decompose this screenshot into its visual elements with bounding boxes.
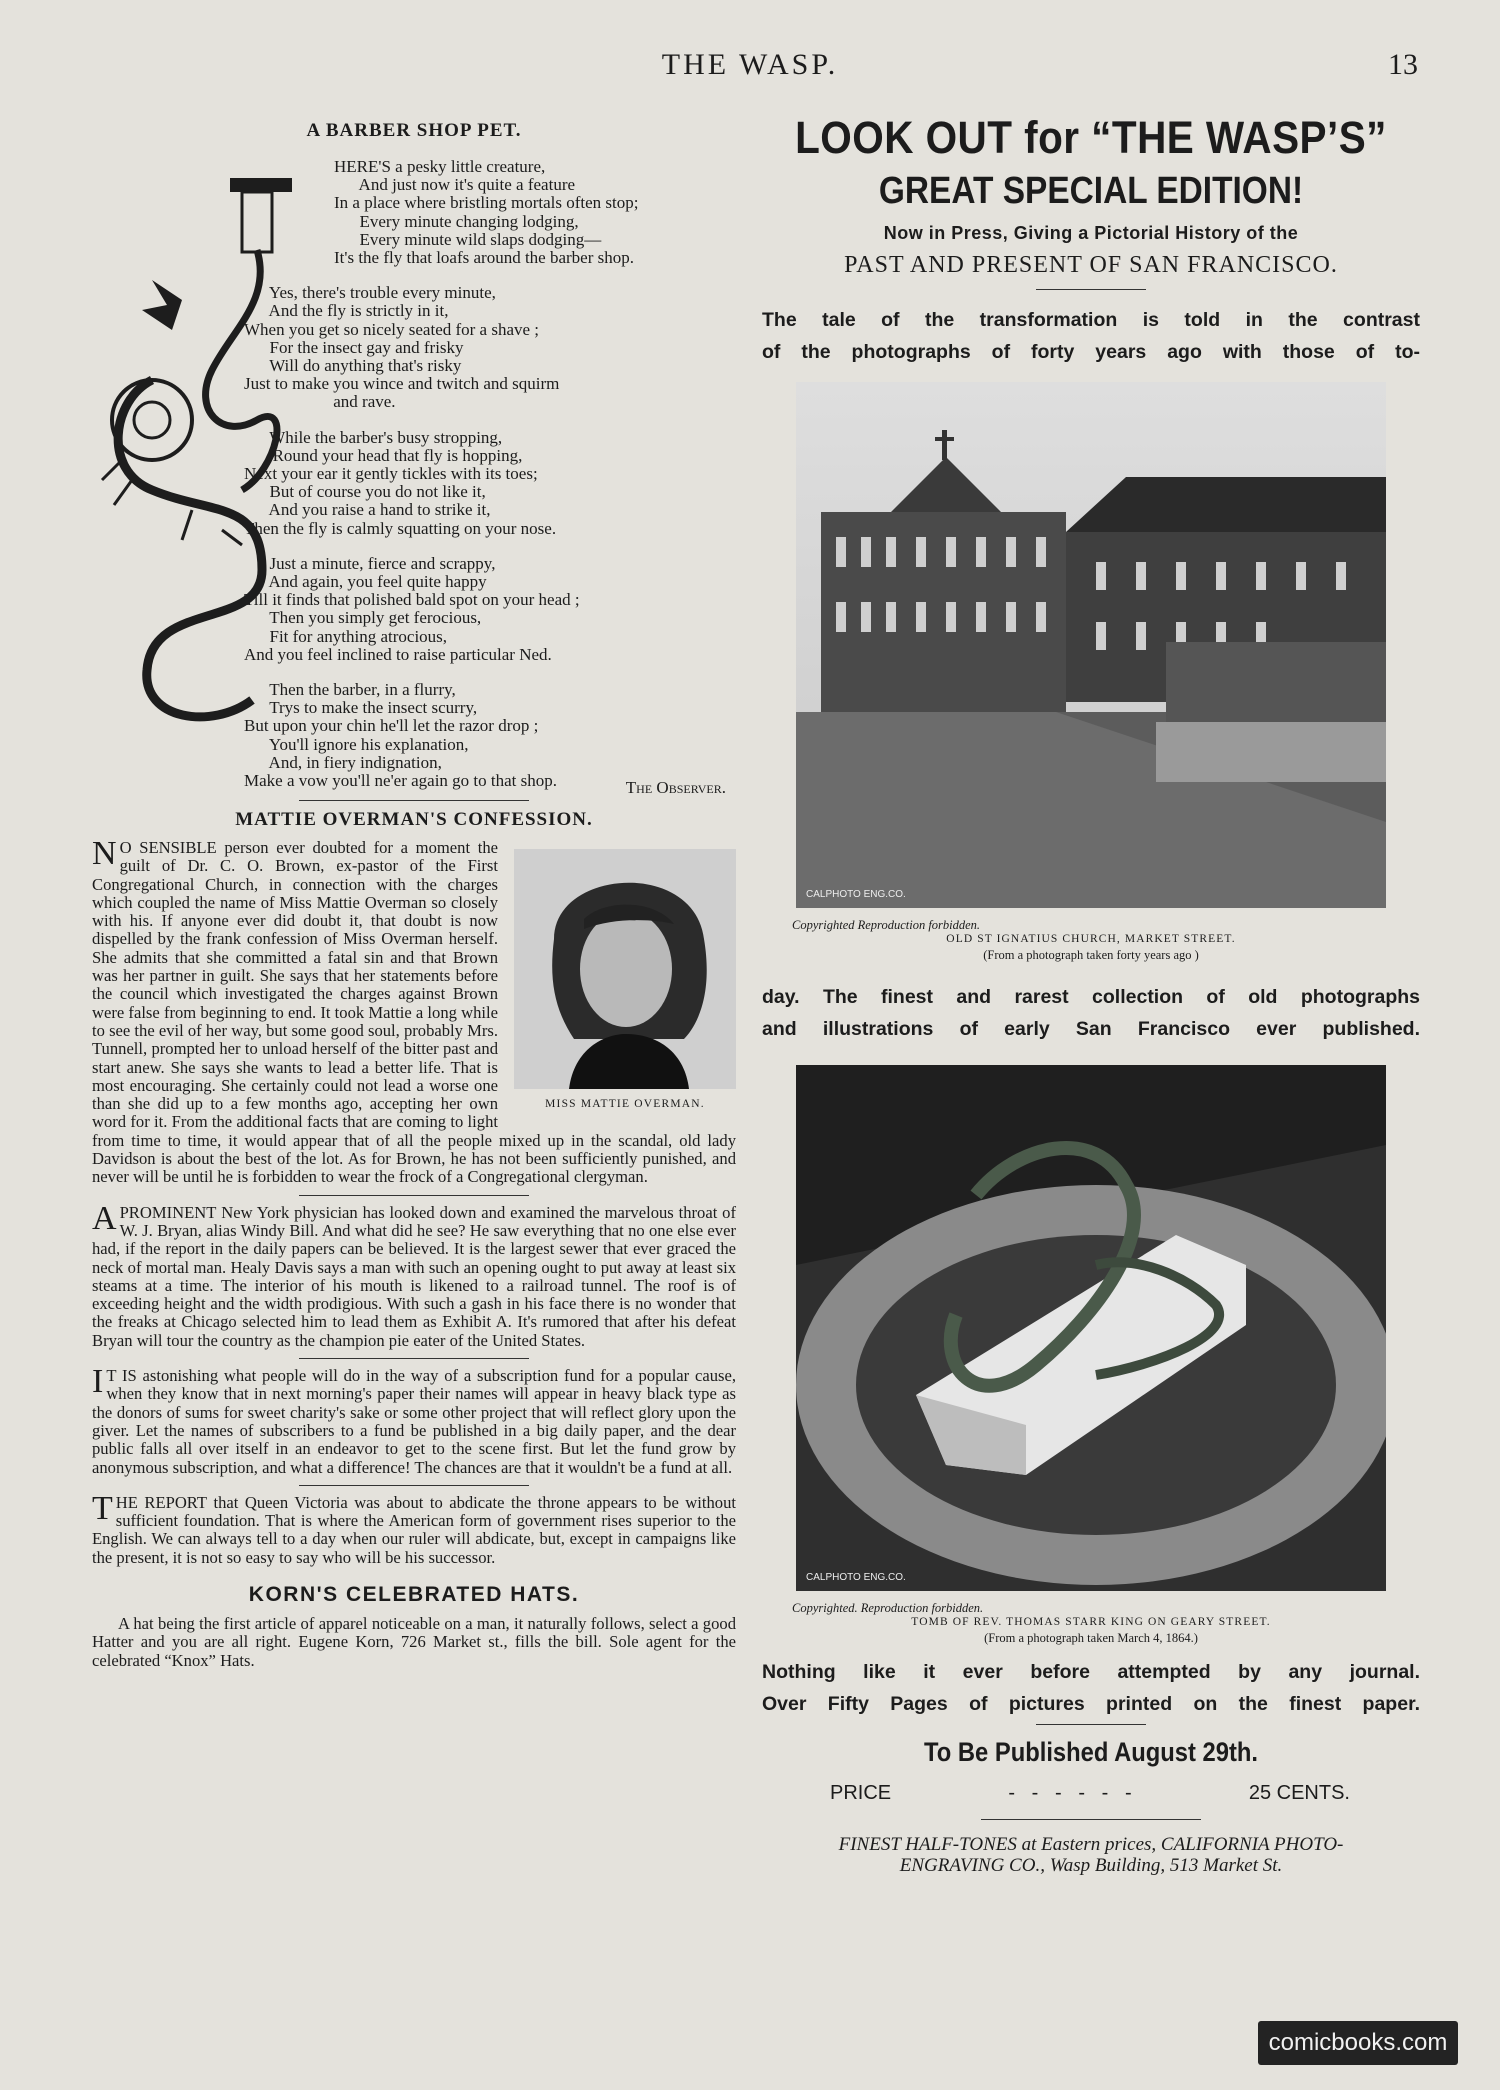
price-dashes: - - - - - - [1008, 1782, 1132, 1804]
ad-para2-line1: day. The finest and rarest collection of old photographs [762, 986, 1420, 1008]
poem-line: Then you simply get ferocious, [244, 608, 482, 628]
poem-line: But of course you do not like it, [244, 482, 486, 502]
poem-line: And you raise a hand to strike it, [244, 500, 491, 520]
tomb-photo [796, 1065, 1386, 1591]
poem-line: And the fly is strictly in it, [244, 301, 449, 321]
engraver-mark: CALPHOTO ENG.CO. [806, 1572, 906, 1583]
poem-signature: The Observer. [625, 778, 726, 797]
divider [299, 1485, 529, 1486]
left-column [92, 120, 736, 1670]
price-line [762, 1782, 1420, 1805]
ad-headline: LOOK OUT for “THE WASP’S” [795, 112, 1387, 163]
divider [1036, 1724, 1146, 1725]
poem-line: In a place where bristling mortals often stop; [334, 193, 639, 213]
church-photo [796, 382, 1386, 908]
divider [981, 1819, 1201, 1820]
poem-line: Will do anything that's risky [244, 356, 462, 376]
poem-line: Every minute wild slaps dodging— [334, 229, 602, 249]
poem-line: For the insect gay and frisky [244, 337, 464, 357]
poem-line: You'll ignore his explanation, [244, 734, 469, 754]
ad-line2: PAST AND PRESENT OF SAN FRANCISCO. [844, 252, 1338, 278]
price-value: 25 CENTS. [1248, 1782, 1350, 1804]
poem-title: A BARBER SHOP PET. [306, 120, 522, 141]
victoria-article: THE REPORT that Queen Victoria was about to abdicate the throne appears to be without sufficient foundation. That is where the American form of government rises superior to the English. We can always tell to a day when our ruler will abdicate, but, except in campaigns like the present, it is not so easy to say who will be his successor. [92, 1489, 736, 1567]
ad-subhead: GREAT SPECIAL EDITION! [878, 170, 1304, 212]
poem-line: But upon your chin he'll let the razor drop ; [244, 716, 539, 736]
poem-line: Next your ear it gently tickles with its toes; [244, 464, 538, 484]
ad-para2-line2: and illustrations of early San Francisco ever published. [762, 1018, 1420, 1040]
engraving-ad-line1: FINEST HALF-TONES at Eastern prices, CALIFORNIA PHOTO- [838, 1834, 1344, 1855]
engraving-ad-line2: ENGRAVING CO., Wasp Building, 513 Market St. [899, 1855, 1283, 1876]
ad-line1: Now in Press, Giving a Pictorial History of the [883, 223, 1299, 243]
dropcap: A [92, 1199, 117, 1237]
portrait-photo [514, 849, 736, 1089]
poem-line: Then the barber, in a flurry, [244, 680, 456, 700]
mattie-text: MISS MATTIE OVERMAN. N O SENSIBLE person ever doubted for a moment the guilt of Dr. C. O. Brown, ex-pastor of the First Congregational Church, in connection with the charges which coupled the name of Miss Mattie Overman so closely with his. If anyone ever did doubt it, that doubt is now dispelled by the frank confession of Miss Overman herself. She admits that she committed a fatal sin and that Brown was her partner in guilt. She says that her statements before the council which investigated the charges against Brown were false from beginning to end. It took Mattie a long while to see the evil of her way, but some good soul, probably Mrs. Tunnell, prompted her to unload herself of the bitter past and start anew. She says she wants to lead a better life. That is most encouraging. She certainly could not lead a worse one than she did up to a few months ago, accepting her own word for it. From the additional facts that are coming to light from time to time, it would appear that of all the people mixed up in the scandal, old lady Davidson is about the best of the lot. As for Brown, he has not been sufficiently punished, and never will be until he is forbidden to wear the frock of a Congregational clergyman. [92, 835, 736, 1187]
photo2-copyright: Copyrighted. Reproduction forbidden. [792, 1601, 984, 1615]
poem-line: And, in fiery indignation, [244, 752, 442, 772]
poem-line: 'Round your head that fly is hopping, [244, 445, 523, 465]
poem-line: Every minute changing lodging, [334, 211, 579, 231]
poem-line: While the barber's busy stropping, [244, 427, 503, 447]
poem-line: Trys to make the insect scurry, [244, 698, 478, 718]
poem-line: It's the fly that loafs around the barber shop. [334, 248, 635, 268]
divider [299, 1195, 529, 1196]
site-watermark: comicbooks.com [1258, 2021, 1458, 2065]
poem-line: And again, you feel quite happy [244, 572, 487, 592]
poem-line: Till it finds that polished bald spot on your head ; [244, 590, 580, 610]
subscription-article: I T IS astonishing what people will do in the way of a subscription fund for a popular cause, when they know that in next morning's paper their names will appear in heavy black type as the donors of sums for sweet charity's sake or some other project that will reflect glory upon the giver. Let the names of subscribers to a fund be published in a big daily paper, and the dear public falls all over itself in an endeavor to get to the scene first. But let the fund grow by anonymous subscription, and what a difference! The chances are that it wouldn't be a fund at all. [92, 1363, 736, 1477]
poem-line: Make a vow you'll ne'er again go to that shop. [244, 771, 557, 791]
dragon-illustration [92, 170, 302, 740]
portrait-caption: MISS MATTIE OVERMAN. [545, 1098, 705, 1110]
mattie-title: MATTIE OVERMAN'S CONFESSION. [235, 809, 593, 830]
publish-date: To Be Published August 29th. [924, 1737, 1258, 1767]
price-label: PRICE [830, 1782, 892, 1804]
ad-para3-line1: Nothing like it ever before attempted by any journal. [762, 1661, 1420, 1683]
divider [299, 1358, 529, 1359]
page-header [0, 48, 1500, 88]
engraver-mark: CALPHOTO ENG.CO. [806, 889, 906, 900]
poem-line: And you feel inclined to raise particular Ned. [244, 644, 552, 664]
ad-para1-line2: of the photographs of forty years ago with those of to- [762, 341, 1420, 363]
photo2-note: (From a photograph taken March 4, 1864.) [984, 1631, 1198, 1645]
poem-line: Yes, there's trouble every minute, [244, 283, 496, 303]
hats-title: KORN'S CELEBRATED HATS. [248, 1582, 580, 1606]
poem-line: and rave. [244, 392, 396, 412]
photo1-copyright: Copyrighted Reproduction forbidden. [792, 918, 981, 932]
photo1-caption: OLD ST IGNATIUS CHURCH, MARKET STREET. [946, 933, 1236, 945]
page-number: 13 [1388, 48, 1418, 81]
poem-line: Fit for anything atrocious, [244, 626, 448, 646]
ad-para3-line2: Over Fifty Pages of pictures printed on the finest paper. [762, 1693, 1420, 1715]
dropcap: T [92, 1489, 113, 1527]
poem-line: HERE'S a pesky little creature, [334, 157, 546, 176]
mattie-article [92, 835, 736, 1187]
right-column [762, 112, 1420, 1876]
photo1-note: (From a photograph taken forty years ago ) [983, 948, 1199, 962]
poem-block [92, 148, 736, 838]
hats-text: A hat being the first article of apparel noticeable on a man, it naturally follows, select a good Hatter and you are all right. Eugene Korn, 726 Market st., fills the bill. Sole agent for the celebrated “Knox” Hats. [92, 1613, 736, 1670]
dropcap: I [92, 1363, 104, 1401]
publication-title: THE WASP. [661, 48, 839, 81]
portrait-figure [514, 849, 736, 1113]
poem-line: Just a minute, fierce and scrappy, [244, 553, 496, 573]
divider [1036, 289, 1146, 290]
dropcap: N [92, 835, 117, 872]
bryan-article: A PROMINENT New York physician has looked down and examined the marvelous throat of W. J. Bryan, alias Windy Bill. And what did he see? He saw everything that no one else ever had, if the report in the daily papers can be believed. It is the largest sewer that ever graced the neck of mortal man. Healy Davis says a man with such an opening ought to put away at least six steams at a time. The interior of his mouth is likened to a railroad tunnel. The roof is of exceeding height and the width prodigious. With such a gash in his face there is no wonder that the freaks at Chicago selected him to lead them as Exhibit A. It's rumored that after his defeat Bryan will tour the country as the champion pie eater of the United States. [92, 1199, 736, 1350]
poem-line: Then the fly is calmly squatting on your nose. [244, 518, 557, 538]
poem-line: And just now it's quite a feature [334, 175, 576, 195]
ad-para1-line1: The tale of the transformation is told in the contrast [762, 309, 1420, 331]
photo2-caption: TOMB OF REV. THOMAS STARR KING ON GEARY STREET. [911, 1616, 1271, 1628]
poem-line: When you get so nicely seated for a shave ; [244, 319, 540, 339]
poem-line: Just to make you wince and twitch and squirm [244, 374, 560, 394]
